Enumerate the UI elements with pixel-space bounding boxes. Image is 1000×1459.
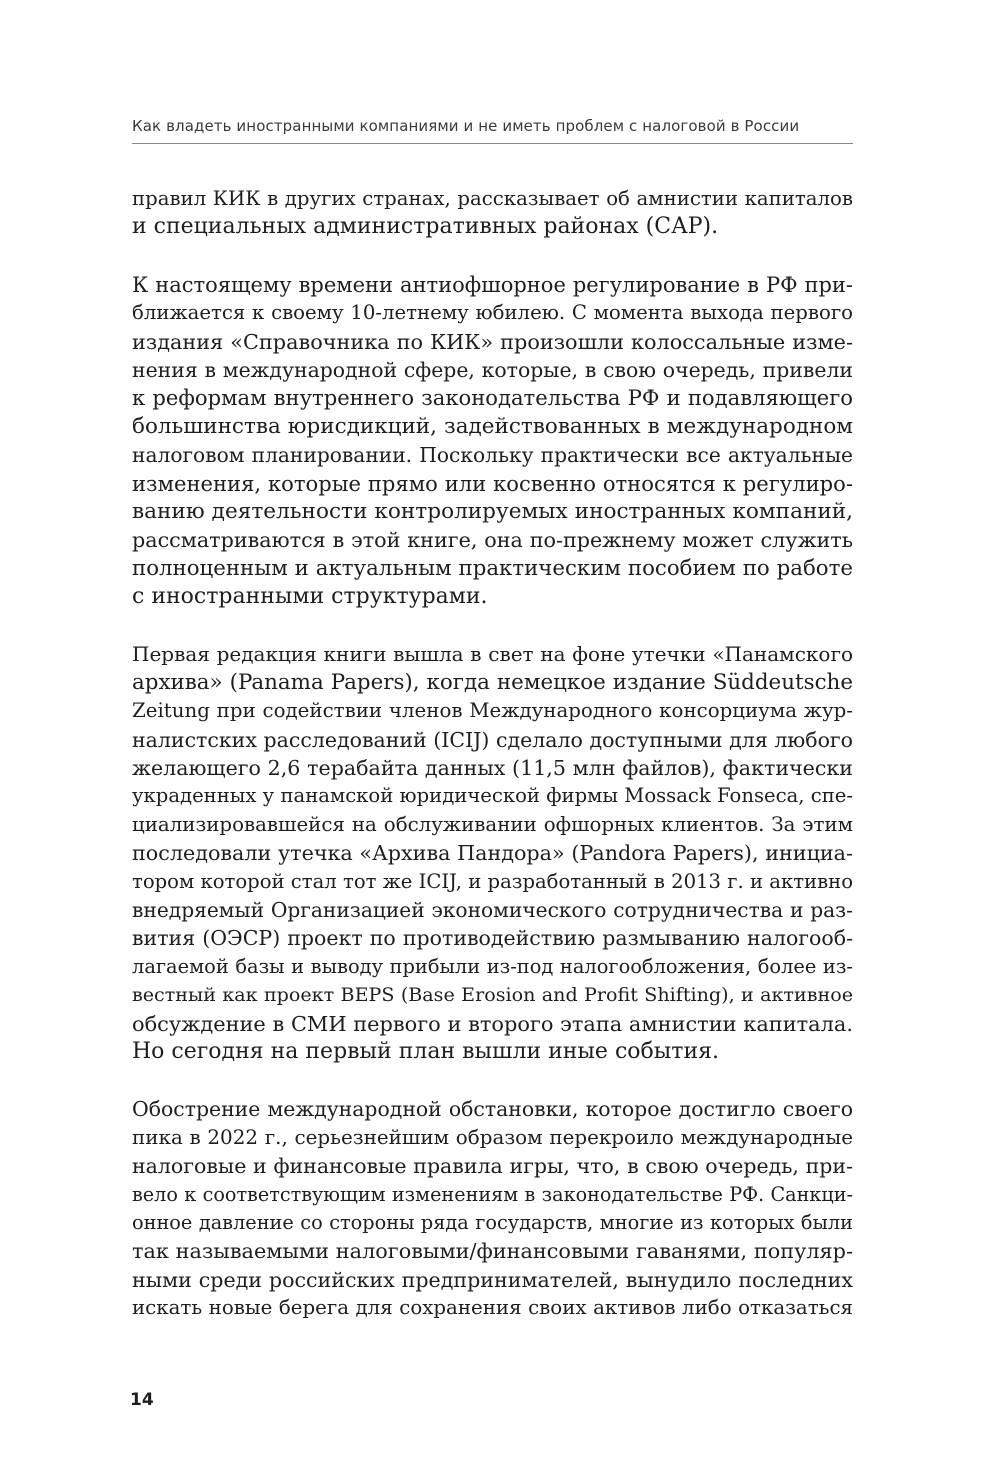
- text-line: онное давление со стороны ряда государств, многие из которых были: [132, 1210, 853, 1234]
- header-rule: [132, 143, 853, 144]
- text-line: внедряемый Организацией экономического сотрудничества и раз-: [132, 897, 853, 922]
- text-line: искать новые берега для сохранения своих активов либо отказаться: [132, 1296, 853, 1320]
- text-line: большинства юрисдикций, задействованных в международном: [132, 413, 853, 439]
- text-line: тором которой стал тот же ICIJ, и разработанный в 2013 г. и активно: [132, 869, 853, 893]
- text-line: полноценным и актуальным практическим пособием по работе: [132, 555, 853, 581]
- text-line: правил КИК в других странах, рассказывает об амнистии капиталов: [132, 187, 853, 210]
- text-line: Zeitung при содействии членов Международного консорциума жур-: [132, 699, 853, 723]
- text-line: архива» (Panama Papers), когда немецкое издание Süddeutsche: [132, 669, 853, 695]
- text-line: нения в международной сфере, которые, в свою очередь, привели: [132, 357, 853, 382]
- text-line: рассматриваются в этой книге, она по-прежнему может служить: [132, 528, 853, 553]
- text-line: налистских расследований (ICIJ) сделало доступными для любого: [132, 727, 853, 752]
- paragraph: [132, 185, 853, 242]
- text-line: Первая редакция книги вышла в свет на фоне утечки «Панамского: [132, 642, 853, 667]
- text-line: налоговые и финансовые правила игры, что, в свою очередь, при-: [132, 1154, 853, 1179]
- text-line: лагаемой базы и выводу прибыли из-под налогообложения, более из-: [132, 954, 853, 978]
- text-line: ными среди российских предпринимателей, вынудило последних: [132, 1267, 853, 1292]
- page-number: 14: [130, 1390, 154, 1410]
- text-line: Обострение международной обстановки, которое достигло своего: [132, 1097, 853, 1122]
- text-line: так называемыми налоговыми/финансовыми гаванями, популяр-: [132, 1239, 853, 1264]
- text-line: вития (ОЭСР) проект по противодействию размыванию налогооб-: [132, 926, 853, 951]
- text-line: вестный как проект BEPS (Base Erosion and Profit Shifting), и активное: [132, 983, 853, 1007]
- text-line: к реформам внутреннего законодательства РФ и подавляющего: [132, 385, 853, 411]
- text-line: украденных у панамской юридической фирмы Mossack Fonseca, спе-: [132, 784, 853, 808]
- text-line: ванию деятельности контролируемых иностранных компаний,: [132, 498, 853, 524]
- body-text: [132, 185, 853, 1322]
- paragraph: [132, 271, 853, 612]
- paragraph: [132, 1095, 853, 1322]
- text-line: налоговом планировании. Поскольку практически все актуальные: [132, 443, 853, 468]
- text-line: последовали утечка «Архива Пандора» (Pandora Papers), инициа-: [132, 841, 853, 866]
- text-line: желающего 2,6 терабайта данных (11,5 млн файлов), фактически: [132, 756, 853, 781]
- text-line: К настоящему времени антиофшорное регулирование в РФ при-: [132, 272, 853, 297]
- running-head: Как владеть иностранными компаниями и не иметь проблем с налоговой в России: [132, 117, 800, 135]
- text-line: вело к соответствующим изменениям в законодательстве РФ. Санкци-: [132, 1182, 853, 1206]
- text-line: изменения, которые прямо или косвенно относятся к регулиро-: [132, 470, 853, 496]
- text-line: обсуждение в СМИ первого и второго этапа амнистии капитала.: [132, 1011, 853, 1036]
- text-line: циализировавшейся на обслуживании офшорных клиентов. За этим: [132, 812, 853, 836]
- text-line: ближается к своему 10-летнему юбилею. С момента выхода первого: [132, 301, 853, 325]
- text-line: Но сегодня на первый план вышли иные события.: [132, 1038, 719, 1064]
- text-line: пика в 2022 г., серьезнейшим образом перекроило международные: [132, 1125, 853, 1149]
- text-line: издания «Справочника по КИК» произошли колоссальные изме-: [132, 329, 853, 354]
- text-line: с иностранными структурами.: [132, 584, 488, 610]
- paragraph: [132, 640, 853, 1066]
- text-line: и специальных административных районах (САР).: [132, 214, 719, 240]
